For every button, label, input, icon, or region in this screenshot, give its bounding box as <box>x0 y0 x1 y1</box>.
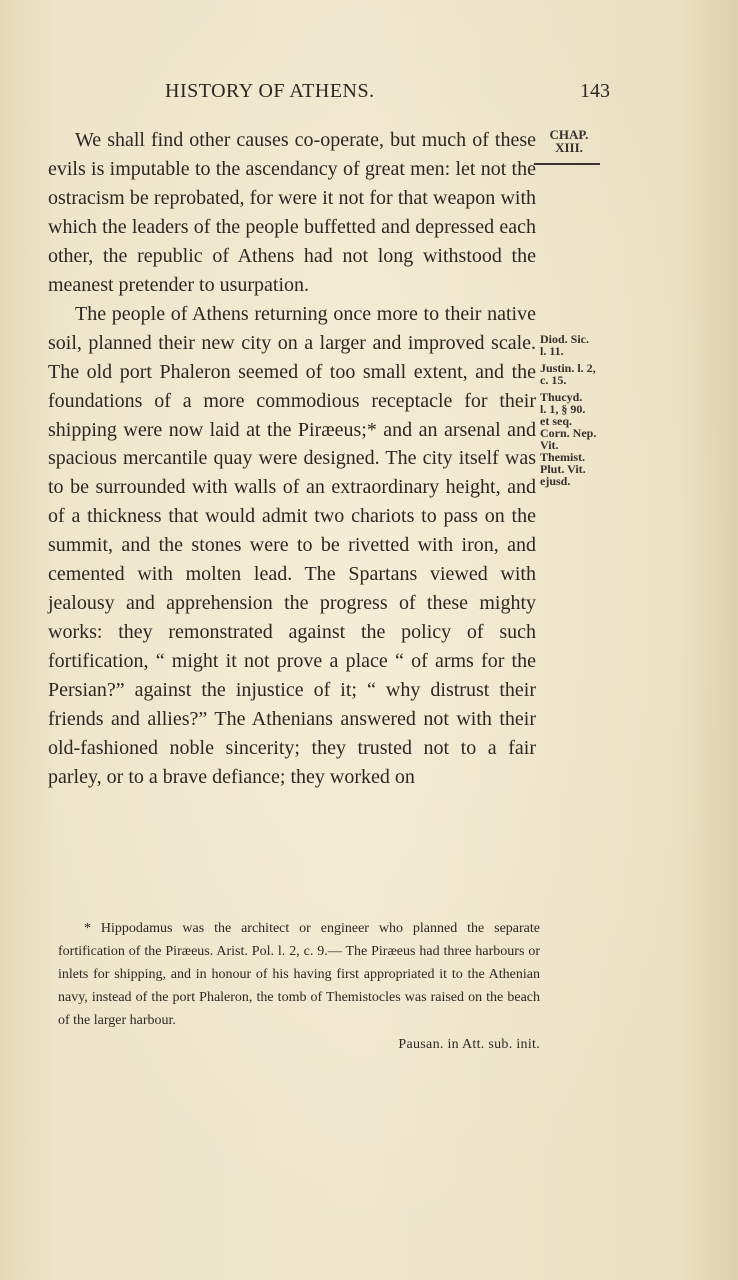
margin-note: Thucyd. <box>540 390 583 404</box>
chapter-number: XIII. <box>555 140 583 155</box>
margin-note: c. 15. <box>540 373 567 387</box>
page-header <box>165 80 610 110</box>
page-number: 143 <box>580 80 610 102</box>
margin-note: l. 11. <box>540 344 564 358</box>
margin-note: Vit. <box>540 438 559 452</box>
margin-note: l. 1, § 90. <box>540 402 586 416</box>
running-title: HISTORY OF ATHENS. <box>165 80 375 102</box>
margin-note: Plut. Vit. <box>540 462 586 476</box>
margin-note: Diod. Sic. <box>540 332 590 346</box>
margin-note: et seq. <box>540 414 572 428</box>
footnote-source: Pausan. in Att. sub. init. <box>398 1037 540 1052</box>
margin-notes <box>540 128 620 487</box>
margin-note: Corn. Nep. <box>540 426 597 440</box>
footnote: * Hippodamus was the architect or engineer who planned the separate fortification of the Piræeus. Arist. Pol. l. 2, c. 9.— The Piræeus had three harbours or inlets for shipping, and in honour of his having first appropriated it to the Athenian navy, instead of the port Phaleron, the tomb of Themistocles was raised on the beach of the larger harbour. <box>58 921 540 1028</box>
margin-note: Themist. <box>540 450 585 464</box>
paragraph-1: We shall find other causes co-operate, but much of these evils is imputable to the ascendancy of great men: let not the ostracism be reprobated, for were it not for that weapon with which the leaders of the people buffetted and depressed each other, the republic of Athens had not long withstood the meanest pretender to usurpation. <box>48 129 536 296</box>
chapter-label: CHAP. <box>549 127 589 142</box>
footnote-block <box>58 917 540 1056</box>
margin-note: ejusd. <box>540 474 571 488</box>
paragraph-2: The people of Athens returning once more to their native soil, planned their new city on a larger and improved scale. The old port Phaleron seemed of too small extent, and the foundations of a more commodious receptacle for their shipping were now laid at the Piræeus;* and an arsenal and spacious mercantile quay were designed. The city itself was to be surrounded with walls of an extraordinary height, and of a thickness that would admit two chariots to pass on the summit, and the stones were to be rivetted with iron, and cemented with molten lead. The Spartans viewed with jealousy and apprehension the progress of these mighty works: they remonstrated against the policy of such fortification, “ might it not prove a place “ of arms for the Persian?” against the injustice of it; “ why distrust their friends and allies?” The Athenians answered not with their old-fashioned noble sincerity; they trusted not to a fair parley, or to a brave defiance; they worked on <box>48 302 536 788</box>
margin-note: Justin. l. 2, <box>540 361 596 375</box>
main-text <box>48 126 536 792</box>
